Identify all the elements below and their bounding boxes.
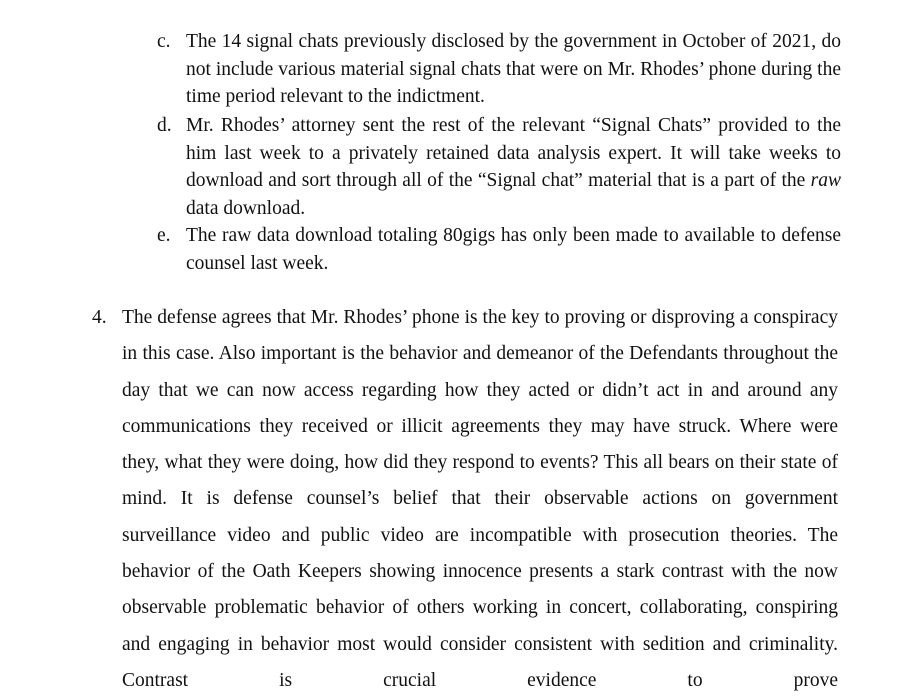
list-text-d-part2: data download. — [186, 197, 306, 219]
list-text-c: The 14 signal chats previously disclosed by the government in October of 2021, do not include various material signal chats that were on Mr. Rhodes’ phone during the time period relevant to the indictment. — [186, 31, 841, 107]
list-marker-c: c. — [157, 31, 171, 52]
list-item-e — [157, 222, 841, 277]
list-marker-d: d. — [157, 115, 172, 136]
list-marker-e: e. — [157, 225, 171, 246]
list-item-d — [157, 112, 841, 222]
list-text-d — [186, 112, 841, 222]
list-text-d-part1: Mr. Rhodes’ attorney sent the rest of the relevant “Signal Chats” provided to the him last week to a privately retained data analysis expert. It will take weeks to download and sort through all of the “Signal chat” material that is a part of the — [186, 115, 841, 191]
numbered-paragraph-4 — [92, 300, 838, 699]
paragraph-number: 4. — [92, 307, 107, 328]
list-text-d-italic: raw — [810, 170, 841, 191]
list-item-c — [157, 28, 841, 111]
list-text-e: The raw data download totaling 80gigs has only been made to available to defense counsel last week. — [186, 225, 841, 274]
paragraph-text: The defense agrees that Mr. Rhodes’ phone is the key to proving or disproving a conspiracy in this case. Also important is the behavior and demeanor of the Defendants throughout the day that we can now access regarding how they acted or didn’t act in and around any communications they received or illicit agreements they may have struck. Where were they, what they were doing, how did they respond to events? This all bears on their state of mind. It is defense counsel’s belief that their observable actions on government surveillance video and public video are incompatible with prosecution theories. The behavior of the Oath Keepers showing innocence presents a stark contrast with the now observable problematic behavior of others working in concert, collaborating, conspiring and engaging in behavior most would consider consistent with sedition and criminality. Contrast is crucial evidence to prove — [122, 307, 838, 691]
